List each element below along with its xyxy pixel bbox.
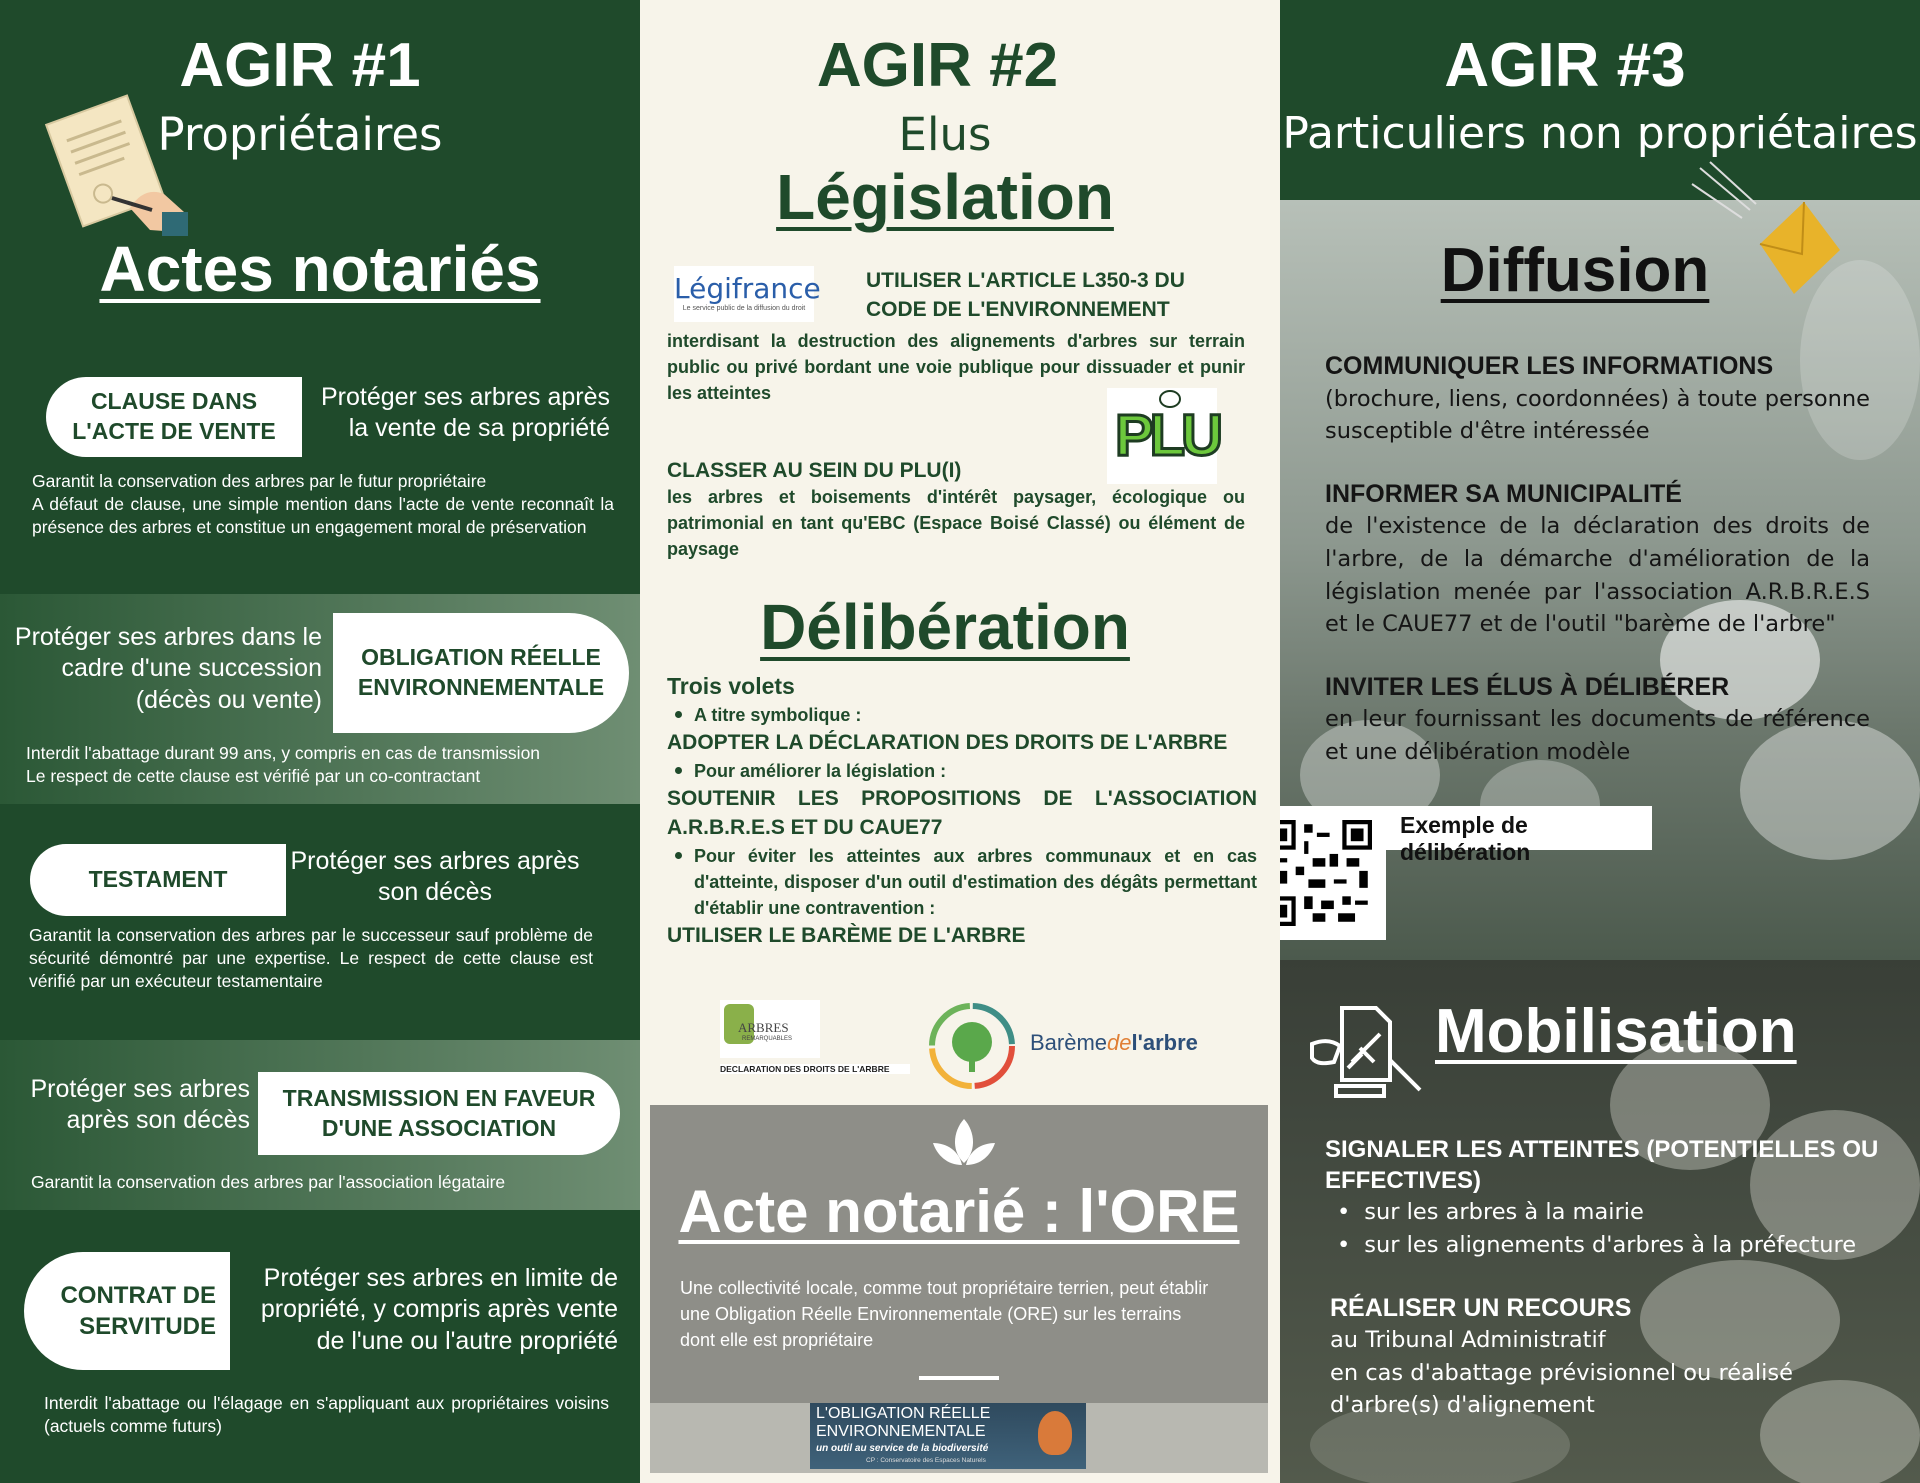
pill-transmission-association: TRANSMISSION EN FAVEUR D'UNE ASSOCIATION bbox=[258, 1072, 620, 1155]
signaler-item-mairie: sur les arbres à la mairie bbox=[1364, 1199, 1644, 1226]
deliberation-heading: Délibération bbox=[760, 591, 1130, 663]
qr-code[interactable] bbox=[1280, 806, 1386, 940]
agir-2-title: AGIR #2 bbox=[816, 31, 1059, 100]
pill-obligation-reelle: OBLIGATION RÉELLE ENVIRONNEMENTALE bbox=[333, 613, 629, 733]
agir-3-subtitle: Particuliers non propriétaires bbox=[1282, 108, 1918, 159]
qr-label[interactable]: Exemple de délibération bbox=[1386, 806, 1652, 850]
mobilisation-heading: Mobilisation bbox=[1435, 997, 1797, 1066]
block-1-detail: Garantit la conservation des arbres par le futur propriétaire A défaut de clause, une simple mention dans l'acte de vente reconnaît la présence des arbres et constitue un engagement moral de préservation bbox=[32, 471, 614, 537]
ore-heading: Acte notarié : l'ORE bbox=[678, 1178, 1240, 1245]
action-soutenir: SOUTENIR LES PROPOSITIONS DE L'ASSOCIATION A.R.B.R.E.S ET DU CAUE77 bbox=[667, 786, 1257, 840]
block-4-text: Protéger ses arbres après son décès bbox=[30, 1075, 250, 1135]
inviter-text: en leur fournissant les documents de référence et une délibération modèle bbox=[1325, 706, 1870, 765]
column-proprietaires bbox=[0, 0, 640, 1483]
leaves-icon bbox=[929, 1113, 999, 1173]
block-4-detail: Garantit la conservation des arbres par l'association légataire bbox=[31, 1172, 506, 1192]
recours-text-1: au Tribunal Administratif bbox=[1330, 1327, 1606, 1354]
arbres-caption: DECLARATION DES DROITS DE L'ARBRE bbox=[720, 1064, 910, 1074]
article-title: UTILISER L'ARTICLE L350-3 DU CODE DE L'ENVIRONNEMENT bbox=[866, 269, 1185, 322]
communiquer-title: COMMUNIQUER LES INFORMATIONS bbox=[1325, 352, 1774, 380]
judge-gavel-icon bbox=[1308, 1004, 1428, 1104]
communiquer-text: (brochure, liens, coordonnées) à toute personne susceptible d'être intéressée bbox=[1325, 385, 1870, 445]
actes-notaries-heading: Actes notariés bbox=[99, 233, 541, 305]
action-adopter: ADOPTER LA DÉCLARATION DES DROITS DE L'ARBRE bbox=[667, 731, 1228, 755]
mobilisation-list: SIGNALER LES ATTEINTES (POTENTIELLES OU EFFECTIVES) • sur les arbres à la mairie • sur les alignements d'arbres à la préfecture RÉALISER UN RECOURS au Tribunal Administratif en cas d'abattage prévisionnel ou réalisé d'arbre(s) d'alignement bbox=[1325, 1134, 1905, 1422]
legifrance-logo: Légifrance Le service public de la diffusion du droit bbox=[674, 266, 814, 322]
informer-title: INFORMER SA MUNICIPALITÉ bbox=[1325, 479, 1682, 508]
ore-divider bbox=[919, 1376, 999, 1380]
trois-volets: Trois volets bbox=[667, 673, 795, 699]
ore-text: Une collectivité locale, comme tout propriétaire terrien, peut établir une Obligation Réelle Environnementale (ORE) sur les terrains dont elle est propriétaire bbox=[680, 1278, 1209, 1351]
sun-icon bbox=[1159, 390, 1181, 408]
pill-clause-acte-vente: CLAUSE DANS L'ACTE DE VENTE bbox=[46, 377, 302, 457]
column-elus bbox=[640, 0, 1280, 1483]
bullet-eviter: Pour éviter les atteintes aux arbres communaux et en cas d'atteinte, disposer d'un outil d'estimation des dégâts permettant d'établir une contravention : bbox=[694, 845, 1257, 918]
plu-title: CLASSER AU SEIN DU PLU(I) bbox=[667, 459, 962, 482]
bareme-tree-icon bbox=[926, 1000, 1018, 1092]
qr-code-icon bbox=[1280, 806, 1386, 940]
pill-testament: TESTAMENT bbox=[30, 844, 286, 916]
column-particuliers bbox=[1280, 0, 1920, 1483]
ore-banner: L'OBLIGATION RÉELLE ENVIRONNEMENTALE un outil au service de la biodiversité CP : Conservatoire des Espaces Naturels bbox=[810, 1403, 1086, 1469]
agir-1-title: AGIR #1 bbox=[179, 31, 421, 100]
block-3-detail: Garantit la conservation des arbres par le successeur sauf problème de sécurité démontré par une expertise. Le respect de cette clause est vérifié par un exécuteur testamentaire bbox=[29, 925, 593, 991]
agir-1-subtitle: Propriétaires bbox=[157, 108, 443, 161]
agir-2-subtitle: Elus bbox=[898, 108, 992, 161]
signaler-title: SIGNALER LES ATTEINTES (POTENTIELLES OU EFFECTIVES) bbox=[1325, 1136, 1879, 1195]
informer-text: de l'existence de la déclaration des droits de l'arbre, de la démarche d'amélioration de la législation menée par l'association A.R.B.R.E.S et le CAUE77 et de l'outil "barème de l'arbre" bbox=[1325, 513, 1870, 638]
pill-contrat-servitude: CONTRAT DE SERVITUDE bbox=[24, 1252, 230, 1370]
plu-text: les arbres et boisements d'intérêt paysager, écologique ou patrimonial en tant qu'EBC (Espace Boisé Classé) ou élément de paysage bbox=[667, 487, 1245, 560]
recours-text-3: d'arbre(s) d'alignement bbox=[1330, 1392, 1595, 1419]
ore-panel bbox=[650, 1105, 1268, 1473]
agir-3-title: AGIR #3 bbox=[1444, 31, 1686, 100]
block-2-text: Protéger ses arbres dans le cadre d'une succession (décès ou vente) bbox=[14, 623, 322, 714]
block-5-detail: Interdit l'abattage ou l'élagage en s'appliquant aux propriétaires voisins (actuels comme futurs) bbox=[44, 1393, 609, 1436]
bullet-symbolique: A titre symbolique : bbox=[694, 705, 862, 726]
legislation-heading: Législation bbox=[776, 161, 1114, 233]
diffusion-heading: Diffusion bbox=[1440, 236, 1710, 305]
bullet-legislation: Pour améliorer la législation : bbox=[694, 760, 947, 781]
block-5-text: Protéger ses arbres en limite de propriété, y compris après vente de l'une ou l'autre propriété bbox=[260, 1264, 618, 1355]
bird-icon bbox=[1038, 1411, 1072, 1455]
recours-title: RÉALISER UN RECOURS bbox=[1330, 1293, 1632, 1322]
block-2-detail: Interdit l'abattage durant 99 ans, y compris en cas de transmission Le respect de cette clause est vérifié par un co-contractant bbox=[26, 743, 541, 786]
article-text: interdisant la destruction des alignements d'arbres sur terrain public ou privé bordant une voie publique pour dissuader et punir les atteintes bbox=[667, 331, 1245, 404]
bareme-logo: Barèmedel'arbre bbox=[926, 1000, 1226, 1092]
action-bareme: UTILISER LE BARÈME DE L'ARBRE bbox=[667, 923, 1026, 947]
signaler-item-prefecture: sur les alignements d'arbres à la préfecture bbox=[1364, 1232, 1857, 1258]
block-3-text: Protéger ses arbres après son décès bbox=[290, 847, 580, 907]
deliberation-list bbox=[667, 670, 1257, 950]
inviter-title: INVITER LES ÉLUS À DÉLIBÉRER bbox=[1325, 672, 1730, 701]
arbres-remarquables-logo: ARBRES REMARQUABLES bbox=[720, 1000, 820, 1058]
plu-logo: PLU bbox=[1107, 388, 1217, 484]
recours-text-2: en cas d'abattage prévisionnel ou réalisé bbox=[1330, 1359, 1793, 1386]
diffusion-list bbox=[1325, 350, 1870, 769]
block-1-text: Protéger ses arbres après la vente de sa propriété bbox=[320, 383, 610, 443]
